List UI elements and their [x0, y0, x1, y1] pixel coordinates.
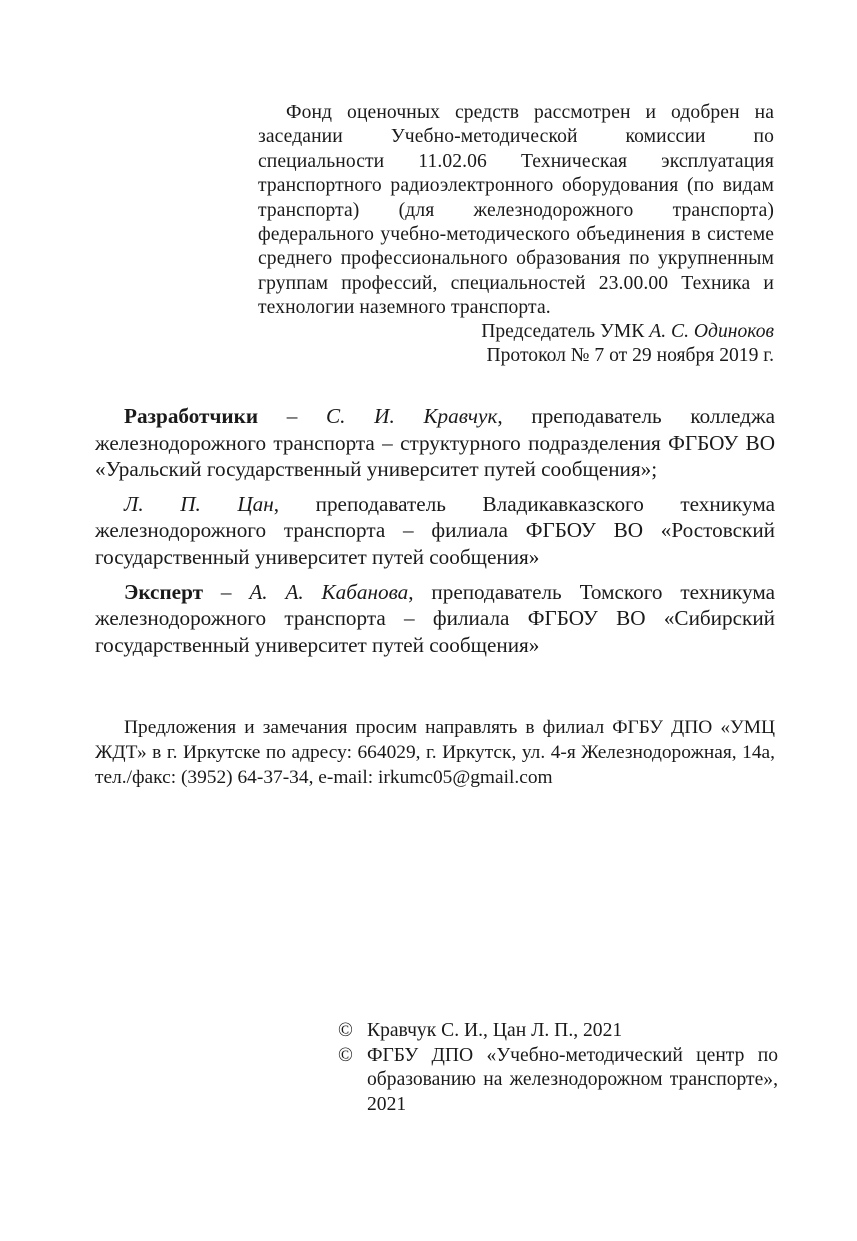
authors-section: [95, 403, 775, 666]
copyright-publisher: ФГБУ ДПО «Учебно-методический центр по образованию на железнодорожном транспорте», 2021: [367, 1044, 778, 1115]
expert-label: Эксперт: [124, 579, 203, 604]
copyright-authors: Кравчук С. И., Цан Л. П., 2021: [367, 1020, 623, 1041]
contacts-paragraph: [95, 716, 775, 790]
protocol-line: Протокол № 7 от 29 ноября 2019 г.: [486, 345, 774, 367]
developer-2-desc: , преподаватель Владикавказского техникума железнодорожного транспорта – филиала ФГБОУ ВО «Ростовский государственный университет путей сообщения»: [95, 491, 775, 569]
chair-label: Председатель УМК: [481, 321, 645, 342]
copyright-item-authors: [338, 1019, 778, 1044]
chair-line: [258, 320, 774, 344]
approval-text: Фонд оценочных средств рассмотрен и одобрен на заседании Учебно-методической комиссии по специальности 11.02.06 Техническая эксплуатация транспортного радиоэлектронного оборудования (по видам транспорта) (для железнодорожного транспорта) федерального учебно-методического объединения в системе среднего профессионального образования по укрупненным группам профессий, специальностей 23.00.00 Техника и технологии наземного транспорта.: [258, 102, 774, 319]
expert-paragraph: [95, 579, 775, 659]
developers-label: Разработчики: [124, 404, 259, 428]
approval-signature: [258, 320, 774, 369]
expert-name: А. А. Кабанова: [249, 579, 409, 604]
developer-2-paragraph: [95, 491, 775, 571]
developers-dash: –: [258, 404, 327, 428]
expert-dash: –: [202, 579, 250, 604]
copyright-block: [338, 1019, 778, 1117]
copyright-icon: ©: [338, 1020, 353, 1041]
contacts-text: Предложения и замечания просим направлять в филиал ФГБУ ДПО «УМЦ ЖДТ» в г. Иркутске по адресу: 664029, г. Иркутск, ул. 4-я Железнодорожная, 14а, тел./факс: (3952) 64-37-34, e-mail: irkumc05@gmail.com: [95, 717, 775, 788]
approval-paragraph: [258, 101, 774, 321]
chair-name: А. С. Одиноков: [649, 321, 774, 342]
copyright-item-publisher: [338, 1044, 778, 1118]
developer-1-paragraph: [95, 403, 775, 483]
developer-1-name: С. И. Кравчук: [326, 404, 498, 428]
expert-desc: , преподаватель Томского техникума железнодорожного транспорта – филиала ФГБОУ ВО «Сибирский государственный университет путей сообщения»: [95, 579, 775, 657]
developer-2-name: Л. П. Цан: [124, 491, 274, 516]
developer-1-desc: , преподаватель колледжа железнодорожного транспорта – структурного подразделения ФГБОУ ВО «Уральский государственный университет путей сообщения»;: [95, 404, 776, 482]
copyright-icon: ©: [338, 1044, 353, 1066]
